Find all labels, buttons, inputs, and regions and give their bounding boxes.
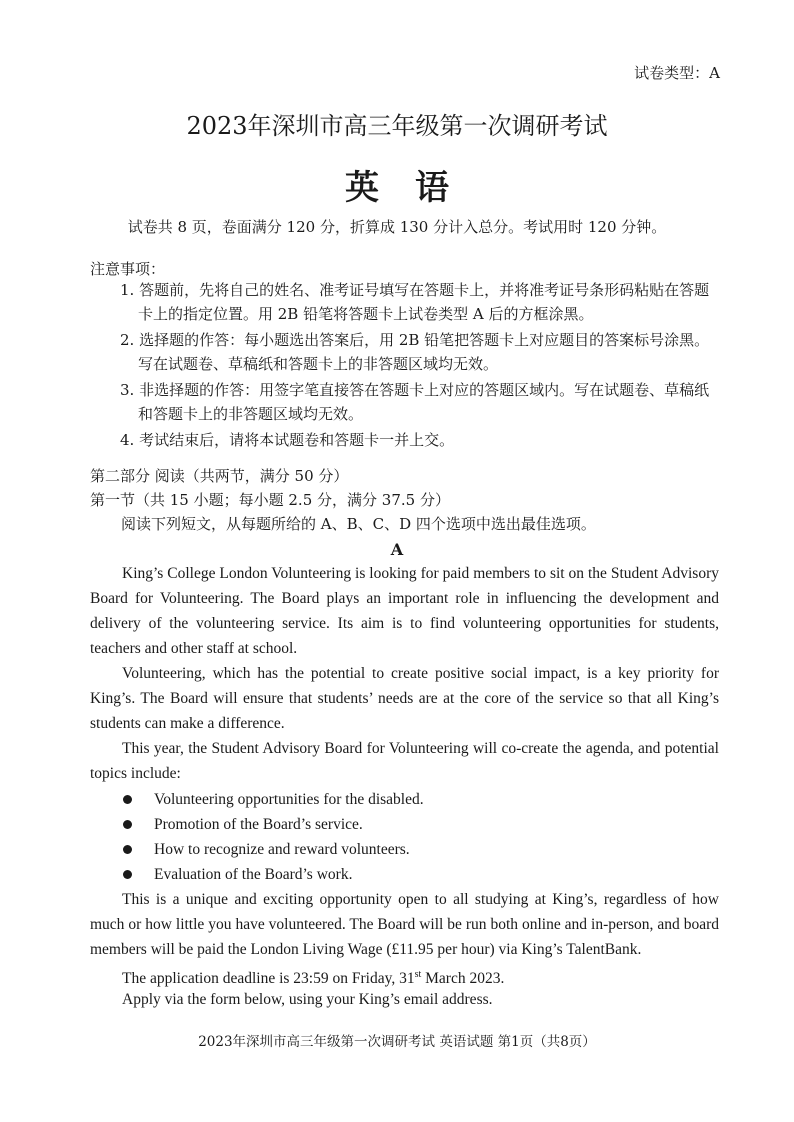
deadline-ordinal-suffix: st bbox=[414, 969, 422, 980]
passage-paragraph-2: Volunteering, which has the potential to create positive social impact, is a key priority for King’s. The Board will ensure that students’ needs are at the core of the service so that all King’s students can make a difference. bbox=[90, 665, 719, 732]
paper-type-label: 试卷类型：A bbox=[634, 64, 720, 82]
page-footer: 2023年深圳市高三年级第一次调研考试 英语试题 第1页（共8页） bbox=[198, 1034, 596, 1050]
passage-paragraph-4: This is a unique and exciting opportunity open to all studying at King’s, regardless of how much or how little you have volunteered. The Board will be run both online and in-person, and board members will be paid the London Living Wage (£11.95 per hour) via King’s TalentBank. bbox=[90, 891, 719, 958]
topic-bullet-text: Evaluation of the Board’s work. bbox=[154, 866, 353, 883]
passage-paragraph-1: King’s College London Volunteering is looking for paid members to sit on the Student Advisory Board for Volunteering. The Board plays an important role in influencing the development and delivery of the volunteering service. Its aim is to find volunteering opportunities for students, teachers and other staff at school. bbox=[90, 565, 719, 657]
exam-info: 试卷共 8 页，卷面满分 120 分，折算成 130 分计入总分。考试用时 120 分钟。 bbox=[127, 218, 667, 236]
reading-instruction: 阅读下列短文，从每题所给的 A、B、C、D 四个选项中选出最佳选项。 bbox=[121, 515, 596, 533]
deadline-text-prefix: The application deadline is 23:59 on Friday, 31 bbox=[122, 970, 415, 988]
topic-bullet-item bbox=[124, 787, 424, 812]
passage-label: A bbox=[390, 540, 404, 559]
topic-bullet-item bbox=[124, 862, 352, 887]
notice-item-1: 1. 答题前，先将自己的姓名、准考证号填写在答题卡上，并将准考证号条形码粘贴在答题卡上的指定位置。用 2B 铅笔将答题卡上试卷类型 A 后的方框涂黑。 bbox=[120, 281, 710, 323]
topic-bullet-text: Volunteering opportunities for the disabled. bbox=[154, 791, 424, 808]
topic-bullet-text: Promotion of the Board’s service. bbox=[154, 816, 363, 833]
passage-paragraph-6: Apply via the form below, using your King’s email address. bbox=[122, 991, 493, 1008]
notice-heading: 注意事项： bbox=[90, 260, 166, 278]
subject-title: 英语 bbox=[345, 168, 485, 208]
notice-item-4: 4. 考试结束后，请将本试题卷和答题卡一并上交。 bbox=[120, 431, 455, 449]
topic-bullet-item bbox=[124, 812, 363, 837]
deadline-text-suffix: March 2023. bbox=[421, 970, 505, 988]
part-heading: 第一节（共 15 小题；每小题 2.5 分，满分 37.5 分） bbox=[90, 491, 450, 509]
passage-paragraph-3: This year, the Student Advisory Board for Volunteering will co-create the agenda, and potential topics include: bbox=[90, 740, 719, 782]
topic-bullet-text: How to recognize and reward volunteers. bbox=[154, 841, 410, 858]
section-heading: 第二部分 阅读（共两节，满分 50 分） bbox=[90, 467, 349, 485]
bullet-icon bbox=[123, 820, 132, 829]
notice-item-3: 3. 非选择题的作答：用签字笔直接答在答题卡上对应的答题区域内。写在试题卷、草稿纸和答题卡上的非答题区域均无效。 bbox=[120, 381, 710, 423]
notice-item-2: 2. 选择题的作答：每小题选出答案后，用 2B 铅笔把答题卡上对应题目的答案标号涂黑。写在试题卷、草稿纸和答题卡上的非答题区域均无效。 bbox=[120, 331, 710, 373]
bullet-icon bbox=[123, 845, 132, 854]
exam-title: 2023年深圳市高三年级第一次调研考试 bbox=[186, 112, 608, 140]
bullet-icon bbox=[123, 795, 132, 804]
bullet-icon bbox=[123, 870, 132, 879]
topic-bullet-item bbox=[124, 837, 410, 862]
